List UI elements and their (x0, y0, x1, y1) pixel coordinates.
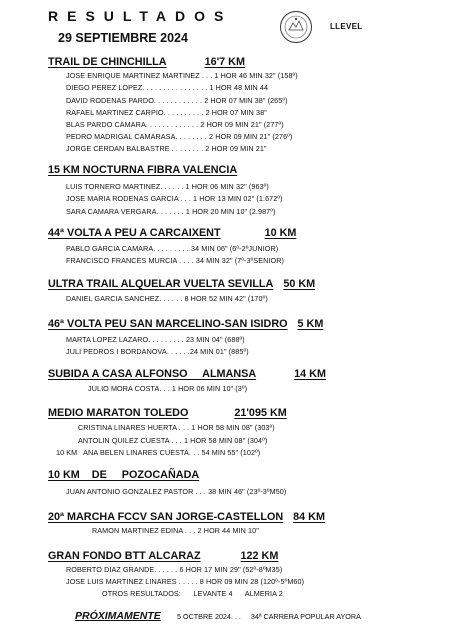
upcoming-event: 5 OCTBRE 2024. . . 34ª CARRERA POPULAR AYORA (177, 612, 361, 621)
race-title: 10 KM DE POZOCAÑADA (48, 469, 200, 481)
result-line: JORGE CERDAN BALBASTRE . . . . . . . . 2 HOR 09 MIN 21" (66, 144, 267, 153)
page-title: RESULTADOS (48, 8, 233, 24)
result-line: JUAN ANTONIO GONZALEZ PASTOR . . . 38 MIN 46" (23º-3ºM50) (66, 487, 287, 496)
result-line: DANIEL GARCIA SANCHEZ. . . . . . 8 HOR 52 MIN 42" (170º) (66, 294, 268, 303)
race-title: 46ª VOLTA PEU SAN MARCELINO-SAN ISIDRO 5 KM (48, 318, 324, 330)
race-title: SUBIDA A CASA ALFONSO ALMANSA 14 KM (48, 368, 326, 380)
result-line: JOSE LUIS MARTINEZ LINARES . . . . . 8 HOR 09 MIN 28 (120º-5ºM60) (66, 577, 305, 586)
race-title: 20ª MARCHA FCCV SAN JORGE-CASTELLON 84 KM (48, 511, 325, 523)
result-line: ROBERTO DIAZ GRANDE. . . . . . 6 HOR 17 MIN 29" (52º-8ºM35) (66, 565, 283, 574)
result-line: RAFAEL MARTINEZ CARPIO. . . . . . . . . . 2 HOR 07 MIN 38" (66, 108, 267, 117)
result-line: DIEGO PEREZ LOPEZ. . . . . . . . . . . . . . . . 1 HOR 48 MIN 44 (66, 83, 269, 92)
level-mark: LLEVEL (330, 22, 363, 31)
result-line: CRISTINA LINARES HUERTA . . . 1 HOR 58 MIN 08" (303º) (78, 423, 275, 432)
result-line: JOSE ENRIQUE MARTINEZ MARTINEZ . . . 1 HOR 46 MIN 32" (158º) (66, 71, 298, 80)
result-line: JULI PEDROS I BORDANOVA. . . . . .24 MIN 01" (885º) (66, 347, 249, 356)
race-title: MEDIO MARATON TOLEDO 21'095 KM (48, 407, 287, 419)
result-line: LUIS TORNERO MARTINEZ. . . . . . 1 HOR 06 MIN 32" (963º) (66, 182, 269, 191)
race-title: GRAN FONDO BTT ALCARAZ 122 KM (48, 550, 279, 562)
result-line: SARA CAMARA VERGARA. . . . . . . 1 HOR 20 MIN 10" (2.987º) (66, 207, 276, 216)
race-title: TRAIL DE CHINCHILLA 16'7 KM (48, 56, 245, 68)
upcoming-label: PRÓXIMAMENTE (75, 610, 161, 622)
result-line: DAVID RODENAS PARDO. . . . . . . . . . . . 2 HOR 07 MIN 38" (265º) (66, 96, 288, 105)
race-title: ULTRA TRAIL ALQUELAR VUELTA SEVILLA 50 KM (48, 278, 316, 290)
result-line: PEDRO MADRIGAL CAMARASA. . . . . . . . 2 HOR 09 MIN 21" (276º) (66, 132, 293, 141)
result-line: BLAS PARDO CAMARA. . . . . . . . . . . . . 2 HOR 09 MIN 21" (277º) (66, 120, 284, 129)
race-title: 44ª VOLTA A PEU A CARCAIXENT 10 KM (48, 227, 297, 239)
result-line: PABLO GARCIA CAMARA. . . . . . . . . 34 MIN 06" (6º-2ºJUNIOR) (66, 244, 279, 253)
result-line: MARTA LOPEZ LAZARO. . . . . . . . . 23 MIN 04" (688º) (66, 335, 245, 344)
club-logo-icon (279, 10, 313, 44)
result-line: 10 KM ANA BELEN LINARES CUESTA. . . 54 MIN 55" (102º) (56, 448, 261, 457)
result-line: RAMON MARTINEZ EDINA . . . 2 HOR 44 MIN 10" (92, 526, 259, 535)
result-line: ANTOLIN QUILEZ CUESTA . . . 1 HOR 58 MIN 08" (304º) (78, 436, 268, 445)
result-line: OTROS RESULTADOS: LEVANTE 4 ALMERIA 2 (102, 589, 283, 598)
result-line: FRANCISCO FRANCES MURCIA . . . . 34 MIN 32" (7º-3ºSENIOR) (66, 256, 284, 265)
result-line: JULIO MORA COSTA. . . 1 HOR 06 MIN 10" (3º) (88, 384, 248, 393)
race-title: 15 KM NOCTURNA FIBRA VALENCIA (48, 164, 238, 176)
page-date: 29 SEPTIEMBRE 2024 (58, 31, 188, 45)
result-line: JOSE MARIA RODENAS GARCIA . . . 1 HOR 13 MIN 02" (1.672º) (66, 194, 283, 203)
